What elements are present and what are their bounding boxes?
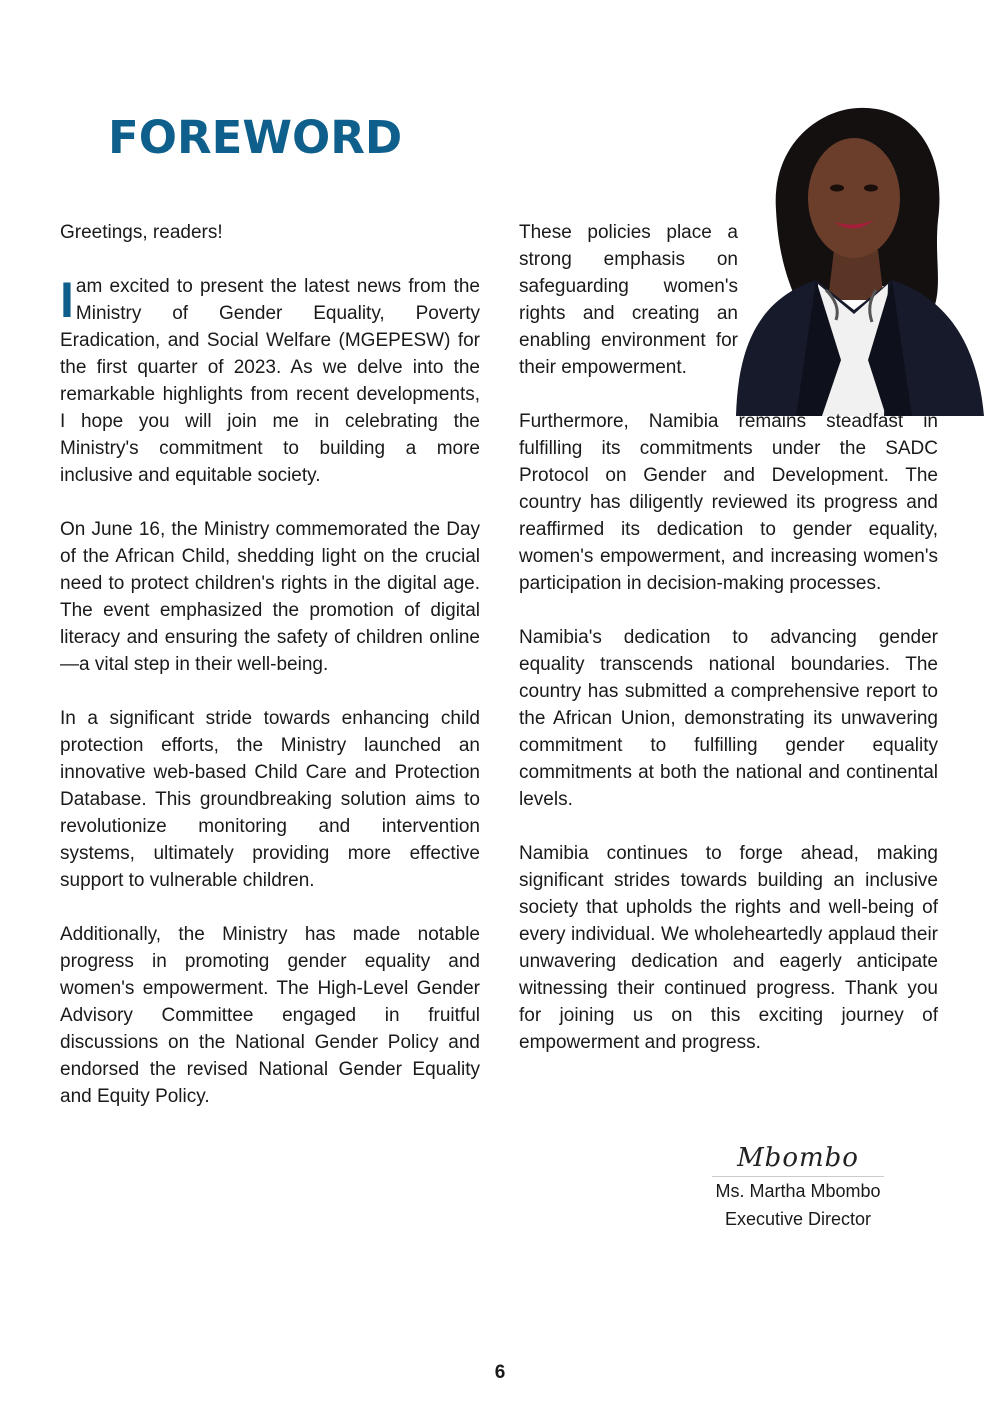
paragraph-african-union: Namibia's dedication to advancing gender equality transcends national boundaries. The country has submitted a comprehensive report to the African Union, demonstrating its unwavering commitment to fulfilling gender equality commitments at both the national and continental levels. [519, 627, 938, 810]
greeting: Greetings, readers! [60, 222, 223, 243]
paragraph-gender-advisory: Additionally, the Ministry has made notable progress in promoting gender equality and women's empowerment. The High-Level Gender Advisory Committee engaged in fruitful discussions on the National Gender Policy and endorsed the revised National Gender Equality and Equity Policy. [60, 924, 480, 1107]
page-title: FOREWORD [108, 111, 403, 164]
paragraph-day-of-african-child: On June 16, the Ministry commemorated the Day of the African Child, shedding light on the crucial need to protect children's rights in the digital age. The event emphasized the promotion of digital literacy and ensuring the safety of children online—a vital step in their well-being. [60, 519, 480, 675]
paragraph-child-protection-database: In a significant stride towards enhancing child protection efforts, the Ministry launched an innovative web-based Child Care and Protection Database. This groundbreaking solution aims to revolutionize monitoring and intervention systems, ultimately providing more effective support to vulnerable children. [60, 708, 480, 891]
drop-cap: I [60, 272, 74, 328]
signatory-name: Ms. Martha Mbombo [715, 1181, 881, 1201]
paragraph-sadc-protocol: Furthermore, Namibia remains steadfast in fulfilling its commitments under the SADC Protocol on Gender and Development. The country has diligently reviewed its progress and reaffirmed its dedication to gender equality, women's empowerment, and increasing women's participation in decision-making processes. [519, 411, 938, 594]
paragraph-closing: Namibia continues to forge ahead, making significant strides towards building an inclusive society that upholds the rights and well-being of every individual. We wholeheartedly applaud their unwavering dedication and eagerly anticipate witnessing their continued progress. Thank you for joining us on this exciting journey of empowerment and progress. [519, 843, 938, 1053]
signature-block [712, 1140, 884, 1233]
signatory-position: Executive Director [724, 1209, 872, 1229]
paragraph-policies: These policies place a strong emphasis on safeguarding women's rights and creating an enabling environment for their empowerment. [519, 222, 738, 378]
handwritten-signature: Mbombo [712, 1140, 884, 1177]
page-number: 6 [494, 1362, 506, 1383]
left-column [60, 219, 480, 1137]
intro-text: am excited to present the latest news from the Ministry of Gender Equality, Poverty Eradication, and Social Welfare (MGEPESW) for the first quarter of 2023. As we delve into the remarkable highlights from recent developments, I hope you will join me in celebrating the Ministry's commitment to building a more inclusive and equitable society. [60, 276, 480, 486]
right-column [519, 219, 938, 1083]
intro-paragraph [60, 273, 480, 489]
